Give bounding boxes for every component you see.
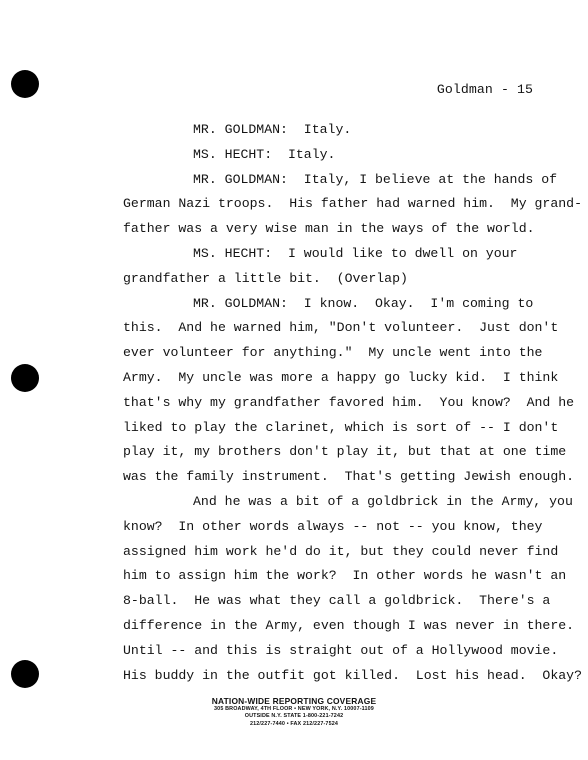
transcript-line: was the family instrument. That's getting Jewish enough.: [123, 469, 575, 485]
transcript-line: know? In other words always -- not -- you know, they: [123, 518, 543, 534]
binder-hole-top: [11, 70, 39, 98]
footer-phone-fax: 212/227-7440 • FAX 212/227-7524: [249, 720, 339, 727]
transcript-line: MS. HECHT: I would like to dwell on your: [193, 245, 518, 261]
transcript-line: 8-ball. He was what they call a goldbrick. There's a: [123, 593, 551, 609]
transcript-line: difference in the Army, even though I was never in there.: [123, 617, 575, 633]
transcript-line: this. And he warned him, "Don't volunteer. Just don't: [123, 320, 559, 336]
transcript-line: him to assign him the work? In other words he wasn't an: [123, 568, 567, 584]
transcript-line: MR. GOLDMAN: I know. Okay. I'm coming to: [193, 295, 534, 311]
transcript-line: MR. GOLDMAN: Italy.: [193, 122, 352, 137]
transcript-line: grandfather a little bit. (Overlap): [123, 270, 408, 286]
transcript-line: father was a very wise man in the ways of the world.: [123, 221, 535, 237]
footer-company: NATION-WIDE REPORTING COVERAGE: [211, 696, 377, 706]
transcript-line: German Nazi troops. His father had warned him. My grand-: [123, 196, 582, 212]
transcript-line: His buddy in the outfit got killed. Lost his head. Okay?: [123, 667, 582, 683]
transcript-line: ever volunteer for anything." My uncle went into the: [123, 345, 543, 361]
transcript-line: MS. HECHT: Italy.: [193, 146, 336, 162]
transcript-line: MR. GOLDMAN: Italy, I believe at the hands of: [193, 171, 558, 187]
page-number: Goldman - 15: [436, 82, 533, 97]
footer: [0, 696, 588, 728]
footer-outside-state: OUTSIDE N.Y. STATE 1-800-221-7242: [244, 713, 344, 720]
binder-hole-middle: [11, 364, 39, 392]
transcript-line: play it, my brothers don't play it, but that at one time: [123, 444, 567, 460]
transcript-line: And he was a bit of a goldbrick in the Army, you: [193, 493, 573, 509]
transcript-line: liked to play the clarinet, which is sort of -- I don't: [123, 419, 559, 435]
transcript-line: Army. My uncle was more a happy go lucky kid. I think: [123, 369, 559, 385]
footer-address: 305 BROADWAY, 4TH FLOOR • NEW YORK, N.Y. 10007-1109: [214, 706, 374, 712]
transcript-body: [123, 118, 582, 688]
transcript-line: Until -- and this is straight out of a Hollywood movie.: [123, 642, 559, 658]
transcript-line: assigned him work he'd do it, but they could never find: [123, 543, 559, 559]
transcript-line: that's why my grandfather favored him. You know? And he: [123, 394, 575, 410]
binder-hole-bottom: [11, 660, 39, 688]
